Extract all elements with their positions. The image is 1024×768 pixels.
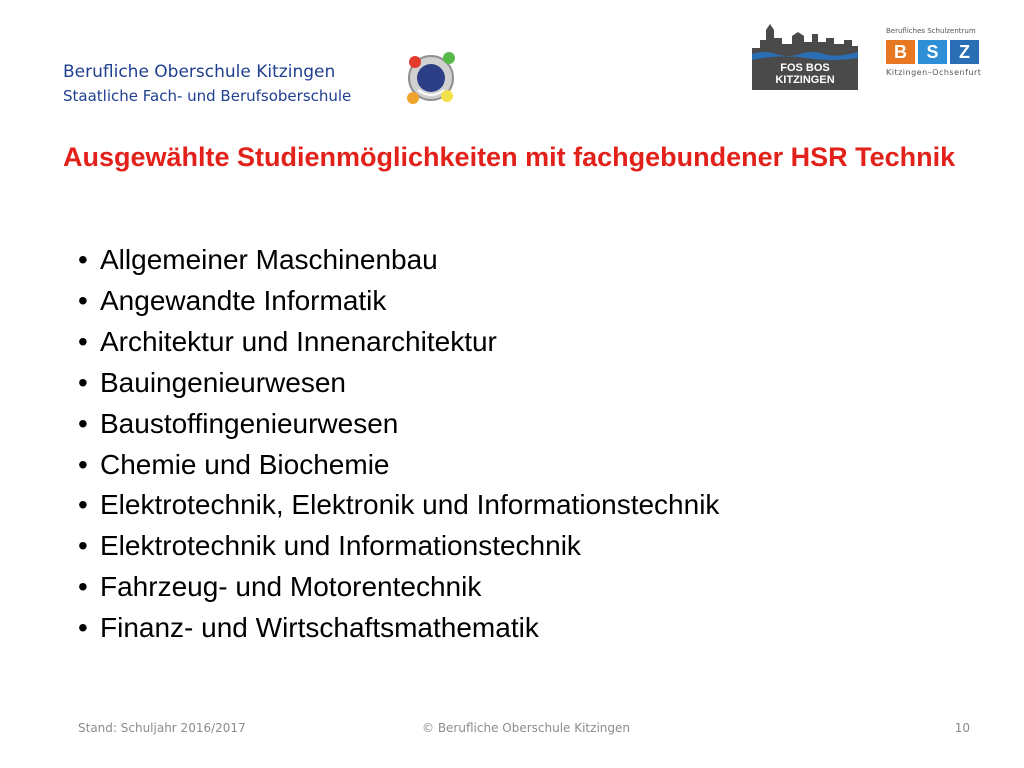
bsz-town: Kitzingen–Ochsenfurt	[886, 68, 982, 77]
course-name: Elektrotechnik, Elektronik und Informationstechnik	[100, 489, 720, 521]
bullet: •	[78, 325, 88, 357]
bullet: •	[78, 612, 88, 644]
school-subtitle: Staatliche Fach- und Berufsoberschule	[63, 87, 352, 105]
course-name: Baustoffingenieurwesen	[100, 407, 399, 439]
list-item	[78, 404, 719, 445]
fosbos-logo-line1: FOS BOS	[780, 62, 830, 74]
bsz-letter-b: B	[886, 40, 915, 64]
bullet: •	[78, 407, 88, 439]
bsz-letter-s: S	[918, 40, 947, 64]
bullet: •	[78, 530, 88, 562]
course-name: Architektur und Innenarchitektur	[100, 325, 497, 357]
list-item	[78, 526, 719, 567]
fosbos-logo-line2: KITZINGEN	[775, 74, 835, 86]
course-name: Angewandte Informatik	[100, 284, 387, 316]
bullet: •	[78, 284, 88, 316]
page-number: 10	[954, 721, 970, 735]
bullet: •	[78, 448, 88, 480]
list-item	[78, 322, 719, 363]
school-name: Berufliche Oberschule Kitzingen	[63, 62, 336, 82]
school-emblem-icon	[400, 46, 462, 110]
bullet: •	[78, 366, 88, 398]
course-name: Fahrzeug- und Motorentechnik	[100, 571, 482, 603]
bullet: •	[78, 571, 88, 603]
footer-date: Stand: Schuljahr 2016/2017	[78, 721, 246, 735]
course-name: Finanz- und Wirtschaftsmathematik	[100, 612, 539, 644]
list-item	[78, 240, 719, 281]
course-name: Bauingenieurwesen	[100, 366, 346, 398]
course-name: Elektrotechnik und Informationstechnik	[100, 530, 581, 562]
course-name: Chemie und Biochemie	[100, 448, 390, 480]
list-item	[78, 363, 719, 404]
list-item	[78, 608, 719, 649]
bullet: •	[78, 244, 88, 275]
list-item	[78, 567, 719, 608]
bsz-letter-z: Z	[950, 40, 979, 64]
fosbos-logo	[752, 18, 858, 90]
footer-copyright: © Berufliche Oberschule Kitzingen	[422, 721, 630, 735]
course-list	[78, 240, 719, 649]
slide-title: Ausgewählte Studienmöglichkeiten mit fachgebundener HSR Technik	[63, 142, 956, 172]
bsz-caption: Berufliches Schulzentrum	[886, 27, 976, 35]
course-name: Allgemeiner Maschinenbau	[100, 244, 438, 275]
bsz-logo	[886, 40, 982, 64]
list-item	[78, 445, 719, 486]
list-item	[78, 281, 719, 322]
list-item	[78, 485, 719, 526]
bullet: •	[78, 489, 88, 521]
